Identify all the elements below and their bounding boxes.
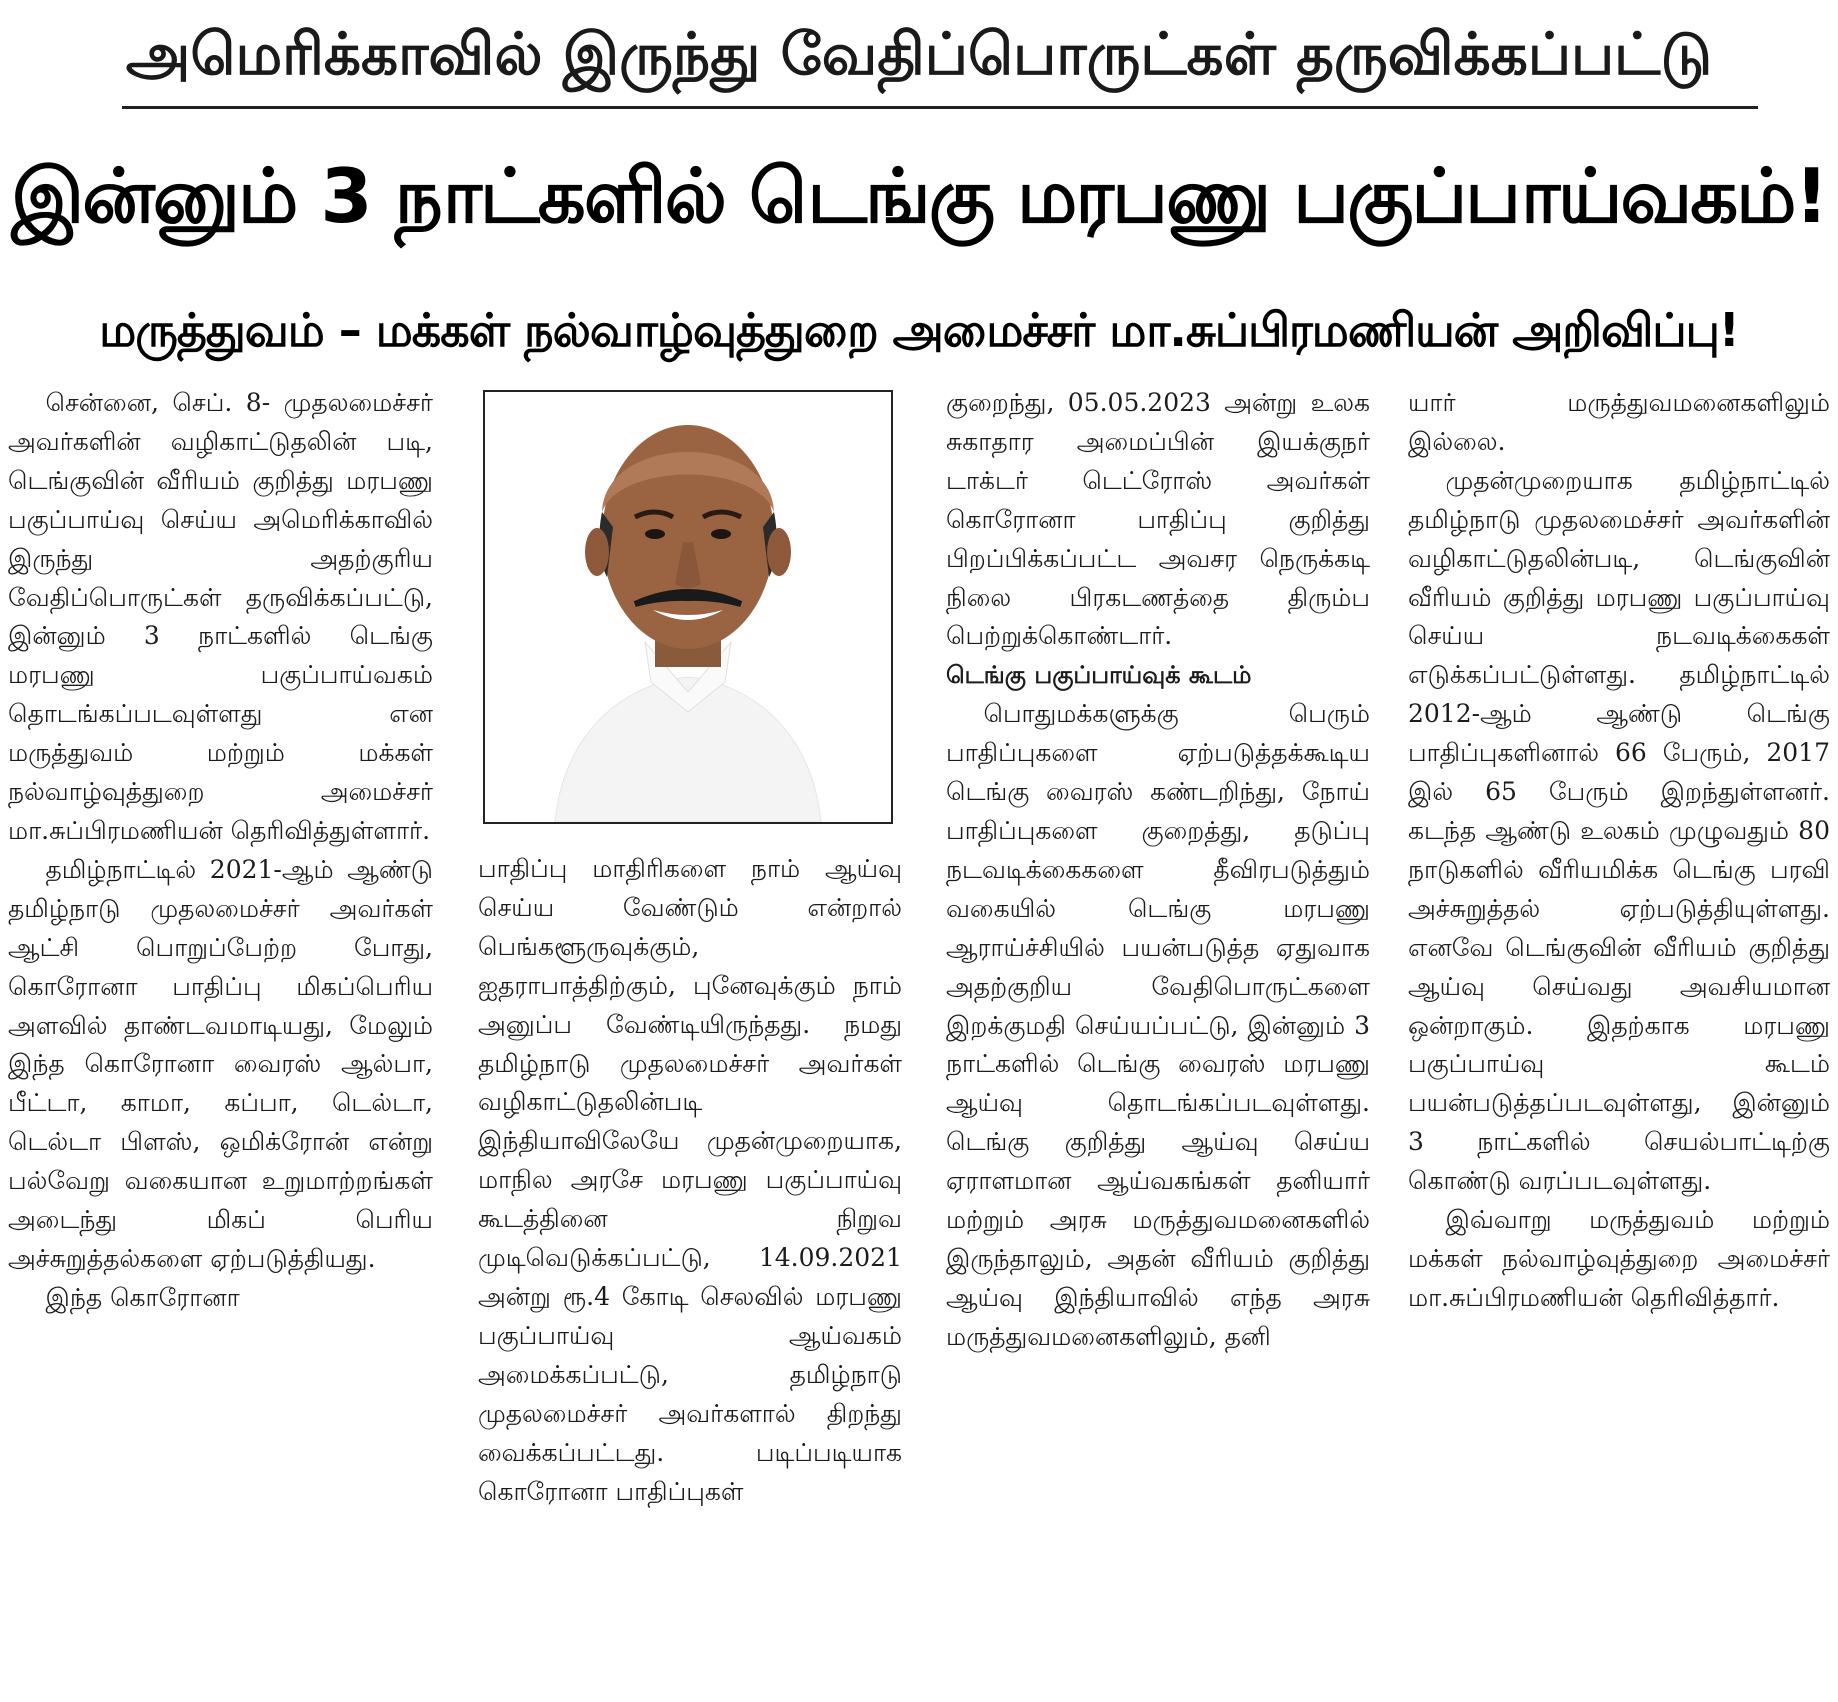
paragraph: சென்னை, செப். 8- முதலமைச்சர் அவர்களின் வழிகாட்டுதலின் படி, டெங்குவின் வீரியம் குறித்து மரபணு பகுப்பாய்வு செய்ய அமெரிக்காவில் இருந்து அதற்குரிய வேதிப்பொருட்கள் தருவிக்கப்பட்டு, இன்னும் 3 நாட்களில் டெங்கு மரபணு பகுப்பாய்வகம் தொடங்கப்படவுள்ளது என மருத்துவம் மற்றும் மக்கள் நல்வாழ்வுத்துறை அமைச்சர் மா.சுப்பிரமணியன் தெரிவித்துள்ளார். (8, 388, 433, 845)
paragraph: இவ்வாறு மருத்துவம் மற்றும் மக்கள் நல்வாழ்வுத்துறை அமைச்சர் மா.சுப்பிரமணியன் தெரிவித்தார். (1408, 1205, 1830, 1312)
sub-headline: மருத்துவம் – மக்கள் நல்வாழ்வுத்துறை அமைச்சர் மா.சுப்பிரமணியன் அறிவிப்பு! (99, 303, 1739, 357)
article-column-2 (478, 850, 902, 1702)
article-column-3 (946, 384, 1370, 1702)
paragraph: இந்த கொரோனா (45, 1282, 240, 1312)
paragraph: பாதிப்பு மாதிரிகளை நாம் ஆய்வு செய்ய வேண்டும் என்றால் பெங்களூருவுக்கும், ஐதராபாத்திற்கும், புனேவுக்கும் நாம் அனுப்ப வேண்டியிருந்தது. நமது தமிழ்நாடு முதலமைச்சர் அவர்கள் வழிகாட்டுதலின்படி இந்தியாவிலேயே முதன்முறையாக, மாநில அரசே மரபணு பகுப்பாய்வு கூடத்தினை நிறுவ முடிவெடுக்கப்பட்டு, 14.09.2021 அன்று ரூ.4 கோடி செலவில் மரபணு பகுப்பாய்வு ஆய்வகம் அமைக்கப்பட்டு, தமிழ்நாடு முதலமைச்சர் அவர்களால் திறந்து வைக்கப்பட்டது. படிப்படியாக கொரோனா பாதிப்புகள் (478, 854, 902, 1506)
headline-divider (122, 106, 1758, 109)
paragraph: குறைந்து, 05.05.2023 அன்று உலக சுகாதார அமைப்பின் இயக்குநர் டாக்டர் டெட்ரோஸ் அவர்கள் கொரோனா பாதிப்பு குறித்து பிறப்பிக்கப்பட்ட அவசர நெருக்கடி நிலை பிரகடணத்தை திரும்ப பெற்றுக்கொண்டார். (946, 388, 1370, 651)
portrait-image (485, 392, 891, 822)
paragraph: முதன்முறையாக தமிழ்நாட்டில் தமிழ்நாடு முதலமைச்சர் அவர்களின் வழிகாட்டுதலின்படி, டெங்குவின் வீரியம் குறித்து மரபணு பகுப்பாய்வு செய்ய நடவடிக்கைகள் எடுக்கப்பட்டுள்ளது. தமிழ்நாட்டில் 2012-ஆம் ஆண்டு டெங்கு பாதிப்புகளினால் 66 பேரும், 2017 இல் 65 பேரும் இறந்துள்ளனர். கடந்த ஆண்டு உலகம் முழுவதும் 80 நாடுகளில் வீரியமிக்க டெங்கு பரவி அச்சுறுத்தல் ஏற்படுத்தியுள்ளது. எனவே டெங்குவின் வீரியம் குறித்து ஆய்வு செய்வது அவசியமான ஒன்றாகும். இதற்காக மரபணு பகுப்பாய்வு கூடம் பயன்படுத்தப்படவுள்ளது, இன்னும் 3 நாட்களில் செயல்பாட்டிற்கு கொண்டு வரப்படவுள்ளது. (1408, 465, 1830, 1196)
main-headline: இன்னும் 3 நாட்களில் டெங்கு மரபணு பகுப்பாய்வகம்! (11, 152, 1827, 240)
paragraph: பொதுமக்களுக்கு பெரும் பாதிப்புகளை ஏற்படுத்தக்கூடிய டெங்கு வைரஸ் கண்டறிந்து, நோய் பாதிப்புகளை குறைத்து, தடுப்பு நடவடிக்கைகளை தீவிரபடுத்தும் வகையில் டெங்கு மரபணு ஆராய்ச்சியில் பயன்படுத்த ஏதுவாக அதற்குறிய வேதிபொருட்களை இறக்குமதி செய்யப்பட்டு, இன்னும் 3 நாட்களில் டெங்கு வைரஸ் மரபணு ஆய்வு தொடங்கப்படவுள்ளது. டெங்கு குறித்து ஆய்வு செய்ய ஏராளமான ஆய்வகங்கள் தனியார் மற்றும் அரசு மருத்துவமனைகளில் இருந்தாலும், அதன் வீரியம் குறித்து ஆய்வு இந்தியாவில் எந்த அரசு மருத்துவமனைகளிலும், தனி (946, 699, 1370, 1351)
kicker-headline: அமெரிக்காவில் இருந்து வேதிப்பொருட்கள் தருவிக்கப்பட்டு (125, 20, 1713, 88)
paragraph: யார் மருத்துவமனைகளிலும் இல்லை. (1408, 388, 1830, 456)
section-subheading: டெங்கு பகுப்பாய்வுக் கூடம் (946, 661, 1252, 690)
article-column-4 (1408, 384, 1830, 1702)
paragraph: தமிழ்நாட்டில் 2021-ஆம் ஆண்டு தமிழ்நாடு முதலமைச்சர் அவர்கள் ஆட்சி பொறுப்பேற்ற போது, கொரோனா பாதிப்பு மிகப்பெரிய அளவில் தாண்டவமாடியது, மேலும் இந்த கொரோனா வைரஸ் ஆல்பா, பீட்டா, காமா, கப்பா, டெல்டா, டெல்டா பிளஸ், ஒமிக்ரோன் என்று பல்வேறு வகையான உறுமாற்றங்கள் அடைந்து மிகப் பெரிய அச்சுறுத்தல்களை ஏற்படுத்தியது. (8, 854, 433, 1273)
minister-photo (483, 390, 893, 824)
article-column-1 (8, 384, 433, 1702)
